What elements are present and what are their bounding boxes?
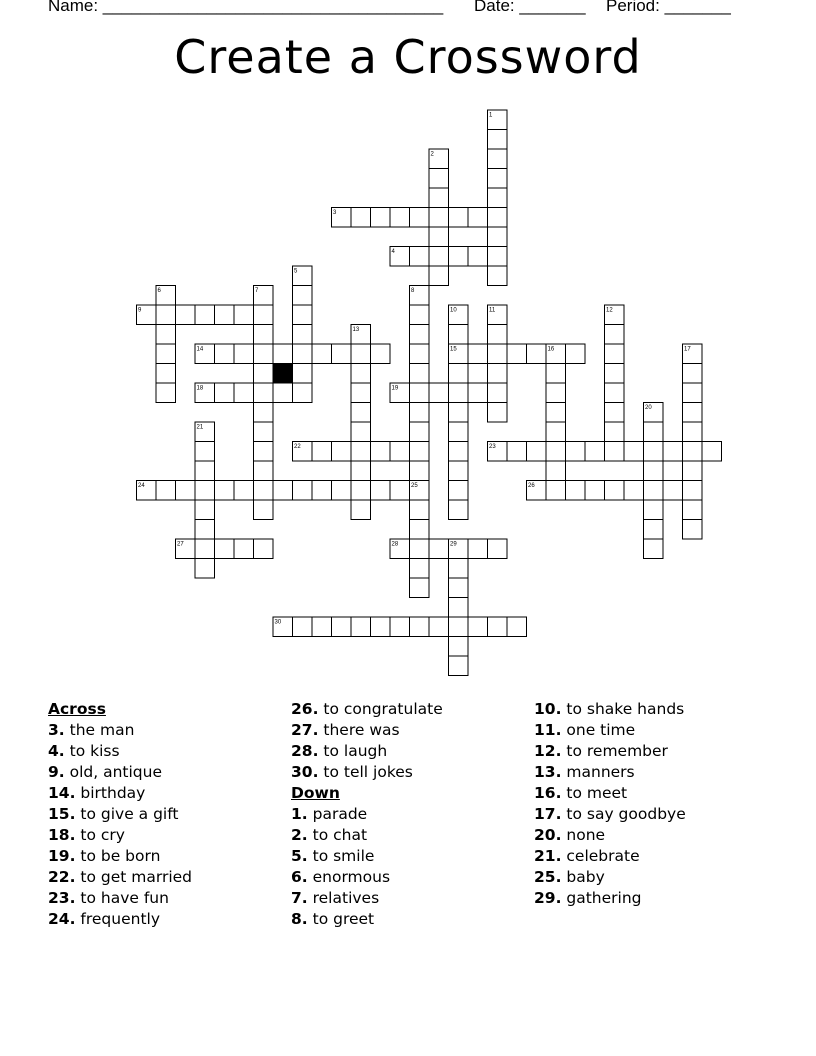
clue-number: 14. (48, 784, 76, 802)
across-clue (291, 762, 531, 783)
clue-text: manners (561, 763, 635, 781)
clue-text: none (561, 826, 606, 844)
cell-number: 17 (684, 346, 691, 353)
down-clue (534, 846, 774, 867)
clue-text: to give a gift (75, 805, 179, 823)
date-field[interactable]: Date: _______ (474, 0, 586, 15)
clue-text: parade (307, 805, 368, 823)
cell-number: 1 (489, 112, 493, 119)
cell-number: 2 (430, 151, 434, 158)
clue-column (48, 699, 288, 930)
cell-number: 23 (489, 444, 496, 450)
cell-number: 3 (333, 210, 337, 216)
clue-text: to laugh (318, 742, 388, 760)
clue-text: to get married (75, 868, 193, 886)
cell-number: 12 (606, 307, 613, 314)
clue-text: to say goodbye (561, 805, 686, 823)
cell-number: 26 (528, 483, 535, 489)
page-title: Create a Crossword (174, 30, 642, 84)
clue-number: 3. (48, 721, 65, 739)
clue-number: 24. (48, 910, 76, 928)
cell-number: 5 (294, 268, 298, 275)
clue-text: to smile (307, 847, 375, 865)
period-field[interactable]: Period: _______ (606, 0, 731, 15)
clue-text: to meet (561, 784, 628, 802)
clue-text: to greet (307, 910, 375, 928)
across-clue (291, 741, 531, 762)
across-clue (48, 783, 288, 804)
clue-text: gathering (561, 889, 642, 907)
clue-number: 12. (534, 742, 562, 760)
across-heading: Across (48, 700, 106, 718)
clue-number: 2. (291, 826, 308, 844)
cell-number: 25 (411, 483, 418, 489)
clue-text: baby (561, 868, 605, 886)
across-clue (48, 867, 288, 888)
clue-number: 17. (534, 805, 562, 823)
cell-number: 29 (450, 541, 457, 548)
cell-number: 4 (391, 249, 395, 255)
clue-number: 8. (291, 910, 308, 928)
cell-number: 15 (450, 346, 457, 353)
across-clue (291, 699, 531, 720)
across-clue (48, 888, 288, 909)
clue-text: to be born (75, 847, 161, 865)
cell-number: 21 (196, 424, 204, 431)
clue-number: 25. (534, 868, 562, 886)
clue-text: one time (561, 721, 636, 739)
clue-text: frequently (75, 910, 160, 928)
cell-number: 7 (255, 288, 259, 294)
clue-number: 29. (534, 889, 562, 907)
cell-number: 6 (157, 288, 161, 294)
cell-number: 9 (138, 307, 142, 314)
clue-number: 11. (534, 721, 562, 739)
clue-number: 4. (48, 742, 65, 760)
cell-number: 14 (196, 346, 204, 353)
clue-number: 18. (48, 826, 76, 844)
down-heading: Down (291, 784, 340, 802)
clue-text: there was (318, 721, 400, 739)
clue-text: celebrate (561, 847, 640, 865)
cell-number: 30 (274, 619, 282, 626)
across-clue (48, 846, 288, 867)
cell-number: 11 (489, 307, 496, 314)
across-clue (291, 720, 531, 741)
across-clue (48, 720, 288, 741)
clue-text: enormous (307, 868, 391, 886)
cell-number: 19 (391, 385, 399, 392)
down-clue (534, 762, 774, 783)
clue-text: to chat (307, 826, 368, 844)
cell-number: 20 (645, 405, 652, 411)
clue-number: 27. (291, 721, 319, 739)
cell-number: 13 (352, 327, 360, 333)
down-clue (534, 699, 774, 720)
down-clue (534, 888, 774, 909)
down-clue (291, 804, 531, 825)
clue-text: to kiss (64, 742, 120, 760)
cell-number: 16 (547, 346, 555, 353)
down-clue (534, 720, 774, 741)
cell-number: 10 (450, 307, 457, 314)
clue-column (534, 699, 774, 909)
clue-text: birthday (75, 784, 146, 802)
down-clue (291, 867, 531, 888)
clue-number: 28. (291, 742, 319, 760)
clue-text: the man (64, 721, 135, 739)
cell-number: 8 (411, 288, 415, 294)
cell-number: 22 (294, 444, 301, 450)
clue-text: old, antique (64, 763, 163, 781)
across-clue (48, 741, 288, 762)
cell-number: 24 (138, 483, 145, 489)
down-clue (534, 783, 774, 804)
cell-number: 28 (391, 541, 399, 548)
clue-text: to shake hands (561, 700, 685, 718)
down-clue (291, 825, 531, 846)
down-clue (291, 909, 531, 930)
across-clue (48, 825, 288, 846)
clue-number: 19. (48, 847, 76, 865)
clue-number: 1. (291, 805, 308, 823)
clue-text: to cry (75, 826, 125, 844)
clue-number: 16. (534, 784, 562, 802)
name-field[interactable]: Name: ____________________________________ (48, 0, 444, 15)
clue-text: to tell jokes (318, 763, 413, 781)
clue-number: 13. (534, 763, 562, 781)
clue-number: 9. (48, 763, 65, 781)
cell-number: 18 (196, 385, 204, 392)
clue-number: 7. (291, 889, 308, 907)
clue-number: 23. (48, 889, 76, 907)
clue-number: 22. (48, 868, 76, 886)
across-clue (48, 909, 288, 930)
clue-number: 10. (534, 700, 562, 718)
clue-number: 21. (534, 847, 562, 865)
clue-text: to have fun (75, 889, 169, 907)
clue-number: 15. (48, 805, 76, 823)
clue-text: to congratulate (318, 700, 443, 718)
clue-text: relatives (307, 889, 380, 907)
across-clue (48, 762, 288, 783)
down-clue (534, 825, 774, 846)
cell-number: 27 (177, 541, 184, 548)
clue-number: 6. (291, 868, 308, 886)
clue-number: 5. (291, 847, 308, 865)
clue-number: 20. (534, 826, 562, 844)
clue-column (291, 699, 531, 930)
across-clue (48, 804, 288, 825)
clue-number: 26. (291, 700, 319, 718)
down-clue (534, 741, 774, 762)
down-clue (534, 804, 774, 825)
down-clue (291, 846, 531, 867)
clue-text: to remember (561, 742, 668, 760)
clue-number: 30. (291, 763, 319, 781)
down-clue (291, 888, 531, 909)
down-clue (534, 867, 774, 888)
